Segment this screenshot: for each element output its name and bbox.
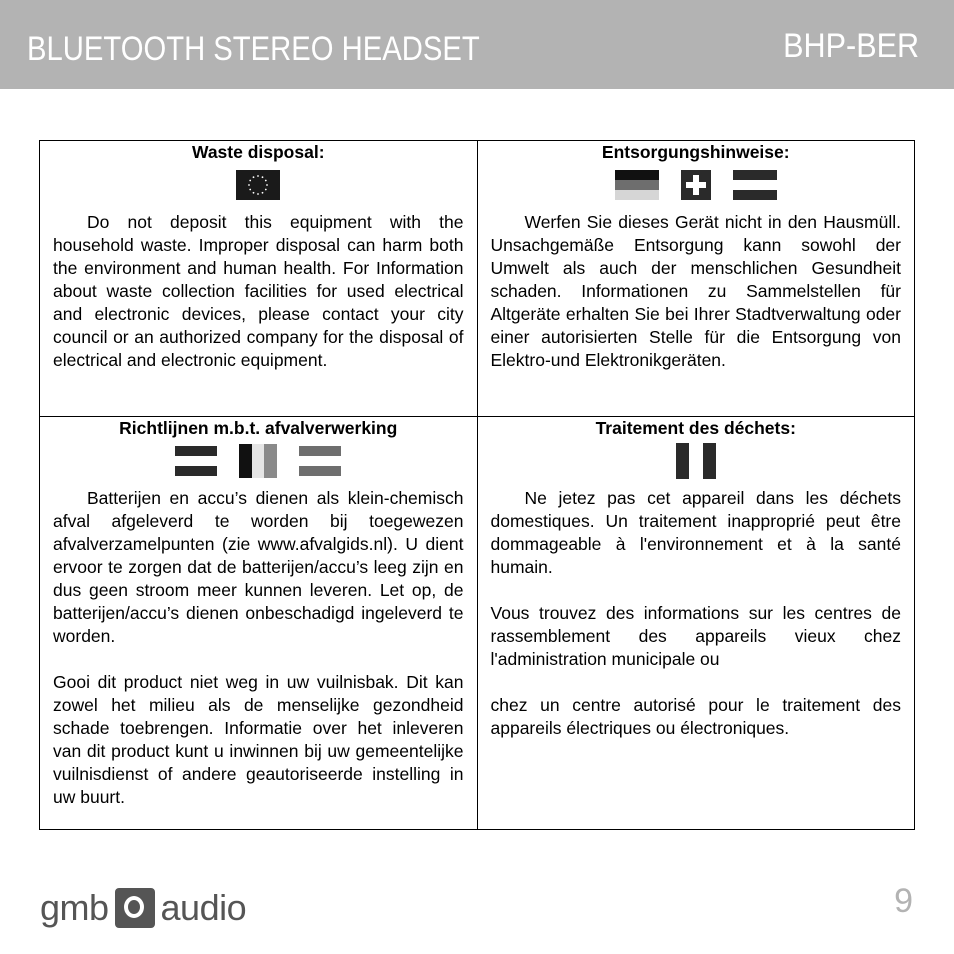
logo-text-left: gmb	[40, 887, 109, 928]
germany-flag-icon	[615, 170, 659, 200]
waste-disposal-table	[39, 140, 915, 830]
flag-row	[491, 168, 902, 202]
paragraph: Gooi dit product niet weg in uw vuilnisbak. Dit kan zowel het milieu als de menselijke gezondheid schade toebrengen. Informatie over het inleveren van dit product kunt u inwinnen bij uw gemeentelijke vuilnisdienst of andere geautoriseerde instelling in uw buurt.	[53, 672, 464, 807]
section-dutch	[40, 417, 478, 830]
austria-flag-icon	[733, 170, 777, 200]
brand-logo	[40, 886, 246, 930]
paragraph: chez un centre autorisé pour le traitement des appareils électriques ou électroniques.	[490, 695, 901, 738]
section-title: Richtlijnen m.b.t. afvalverwerking	[119, 418, 398, 438]
page-header	[0, 0, 954, 89]
section-body	[491, 487, 902, 740]
logo-mark-icon	[115, 888, 155, 928]
section-title: Waste disposal:	[191, 142, 325, 162]
section-german	[477, 141, 915, 417]
belgium-flag-icon	[239, 444, 277, 478]
luxembourg-flag-icon	[299, 446, 341, 476]
france-flag-icon	[676, 443, 716, 479]
section-french	[477, 417, 915, 830]
document-title: BLUETOOTH STEREO HEADSET	[27, 30, 480, 68]
model-number: BHP-BER	[782, 27, 919, 65]
logo-text-right: audio	[160, 887, 247, 928]
paragraph: Batterijen en accu’s dienen als klein-chemisch afval afgeleverd te worden bij toegewezen afvalverzamelpunten (zie www.afvalgids.nl). U dient ervoor te zorgen dat de batterijen/accu’s leeg zijn en dus geen stroom meer kunnen leveren. Let op, de batterijen/accu’s dienen onbeschadigd ingeleverd te worden.	[53, 488, 464, 646]
flag-row	[53, 168, 464, 202]
switzerland-flag-icon	[681, 170, 711, 200]
page-number: 9	[894, 882, 913, 920]
paragraph: Vous trouvez des informations sur les centres de rassemblement des appareils vieux chez l'administration municipale ou	[490, 603, 901, 669]
flag-row	[53, 444, 464, 478]
section-body	[53, 487, 464, 809]
paragraph: Ne jetez pas cet appareil dans les déchets domestiques. Un traitement inapproprié peut être dommageable à l'environnement et à la santé humain.	[490, 488, 901, 577]
paragraph: Werfen Sie dieses Gerät nicht in den Hausmüll. Unsachgemäße Entsorgung kann sowohl der Umwelt als auch der menschlichen Gesundheit schaden. Informationen zu Sammelstellen für Altgeräte erhalten Sie bei Ihrer Stadtverwaltung oder einer autorisierten Stelle für die Entsorgung von Elektro-und Elektronikgeräten.	[490, 212, 901, 370]
flag-row	[491, 444, 902, 478]
section-body	[491, 211, 902, 372]
netherlands-flag-icon	[175, 446, 217, 476]
paragraph: Do not deposit this equipment with the household waste. Improper disposal can harm both the environment and human health. For Information about waste collection facilities for used electrical and electronic devices, please contact your city council or an authorized company for the disposal of electrical and electronic equipment.	[53, 212, 464, 370]
section-english	[40, 141, 478, 417]
section-body	[53, 211, 464, 372]
eu-flag-icon	[236, 170, 280, 200]
section-title: Entsorgungshinweise:	[601, 142, 790, 162]
section-title: Traitement des déchets:	[595, 418, 796, 438]
